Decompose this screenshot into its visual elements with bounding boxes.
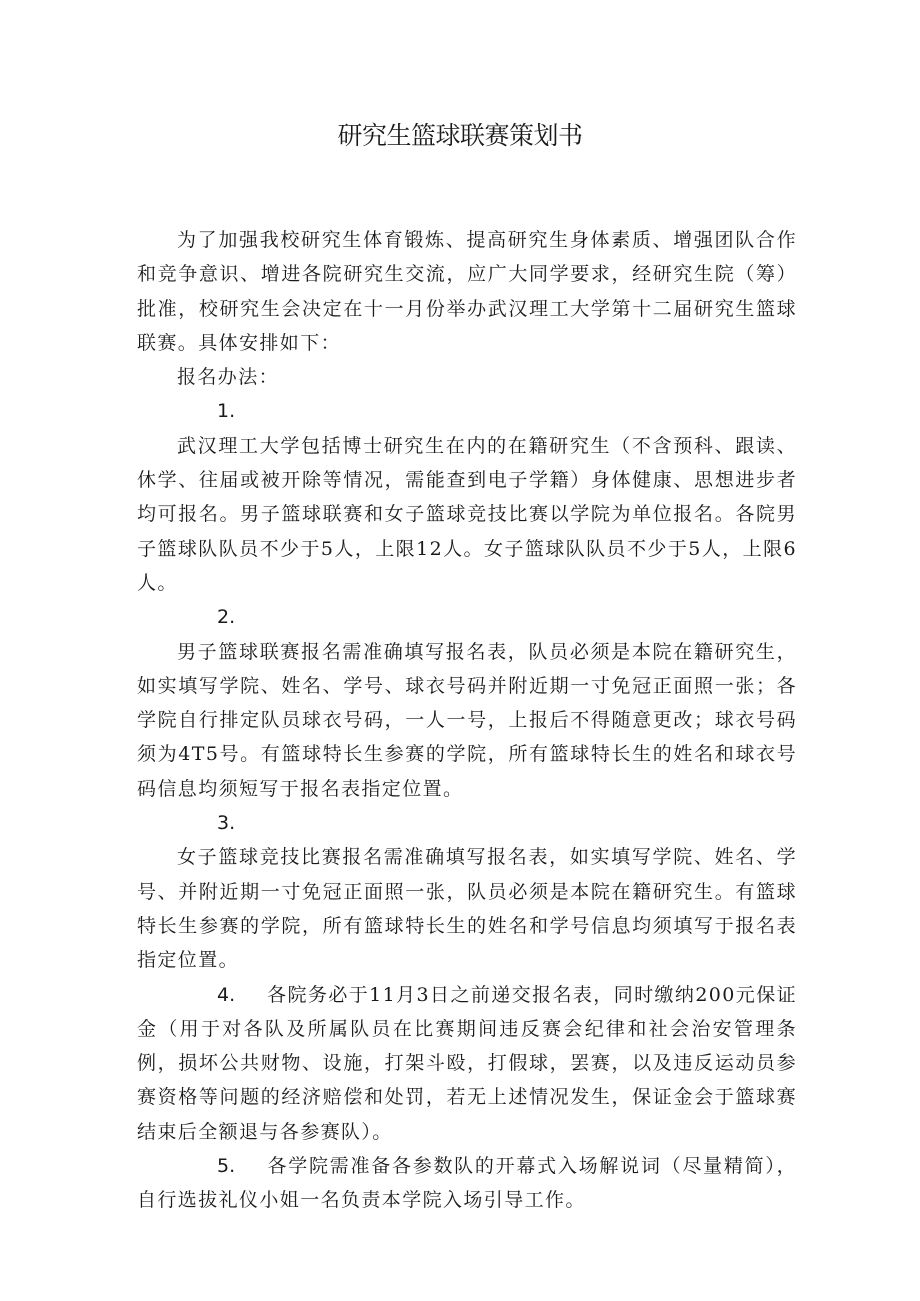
item-number-3 <box>137 806 797 840</box>
item-text-5: 各学院需准备各参数队的开幕式入场解说词（尽量精简），自行选拔礼仪小姐一名负责本学院入场引导工作。 <box>137 1155 797 1212</box>
item-number: 3. <box>217 812 236 835</box>
item-text-2: 男子篮球联赛报名需准确填写报名表，队员必须是本院在籍研究生，如实填写学院、姓名、学号、球衣号码并附近期一寸免冠正面照一张；各学院自行排定队员球衣号码，一人一号，上报后不得随意更改；球衣号码须为4T5号。有篮球特长生参赛的学院，所有篮球特长生的姓名和球衣号码信息均须短写于报名表指定位置。 <box>137 640 797 800</box>
item-text-3: 女子篮球竞技比赛报名需准确填写报名表，如实填写学院、姓名、学号、并附近期一寸免冠正面照一张，队员必须是本院在籍研究生。有篮球特长生参赛的学院，所有篮球特长生的姓名和学号信息均须填写于报名表指定位置。 <box>137 846 797 972</box>
item-number-2 <box>137 600 797 634</box>
document-title: 研究生篮球联赛策划书 <box>337 121 583 150</box>
item-4 <box>137 978 797 1149</box>
item-number: 2. <box>217 606 236 629</box>
item-text-4: 各院务必于11月3日之前递交报名表，同时缴纳200元保证金（用于对各队及所属队员在比赛期间违反赛会纪律和社会治安管理条例，损坏公共财物、设施，打架斗殴，打假球，罢赛，以及违反运动员参赛资格等问题的经济赔偿和处罚，若无上述情况发生，保证金会于篮球赛结束后全额退与各参赛队）。 <box>137 983 797 1143</box>
item-number: 1. <box>217 400 236 423</box>
document-body <box>137 223 797 1218</box>
item-number: 4. <box>217 983 236 1006</box>
intro-paragraph: 为了加强我校研究生体育锻炼、提高研究生身体素质、增强团队合作和竞争意识、增进各院研究生交流，应广大同学要求，经研究生院（筹）批准，校研究生会决定在十一月份举办武汉理工大学第十二届研究生篮球联赛。具体安排如下： <box>137 229 797 354</box>
item-text-1: 武汉理工大学包括博士研究生在内的在籍研究生（不含预科、跟读、休学、往届或被开除等情况，需能查到电子学籍）身体健康、思想进步者均可报名。男子篮球联赛和女子篮球竞技比赛以学院为单位报名。各院男子篮球队队员不少于5人，上限12人。女子篮球队队员不少于5人，上限6人。 <box>137 434 797 594</box>
item-number: 5. <box>217 1155 236 1178</box>
section-heading: 报名办法： <box>177 366 280 389</box>
item-number-1 <box>137 394 797 428</box>
item-5 <box>137 1149 797 1218</box>
